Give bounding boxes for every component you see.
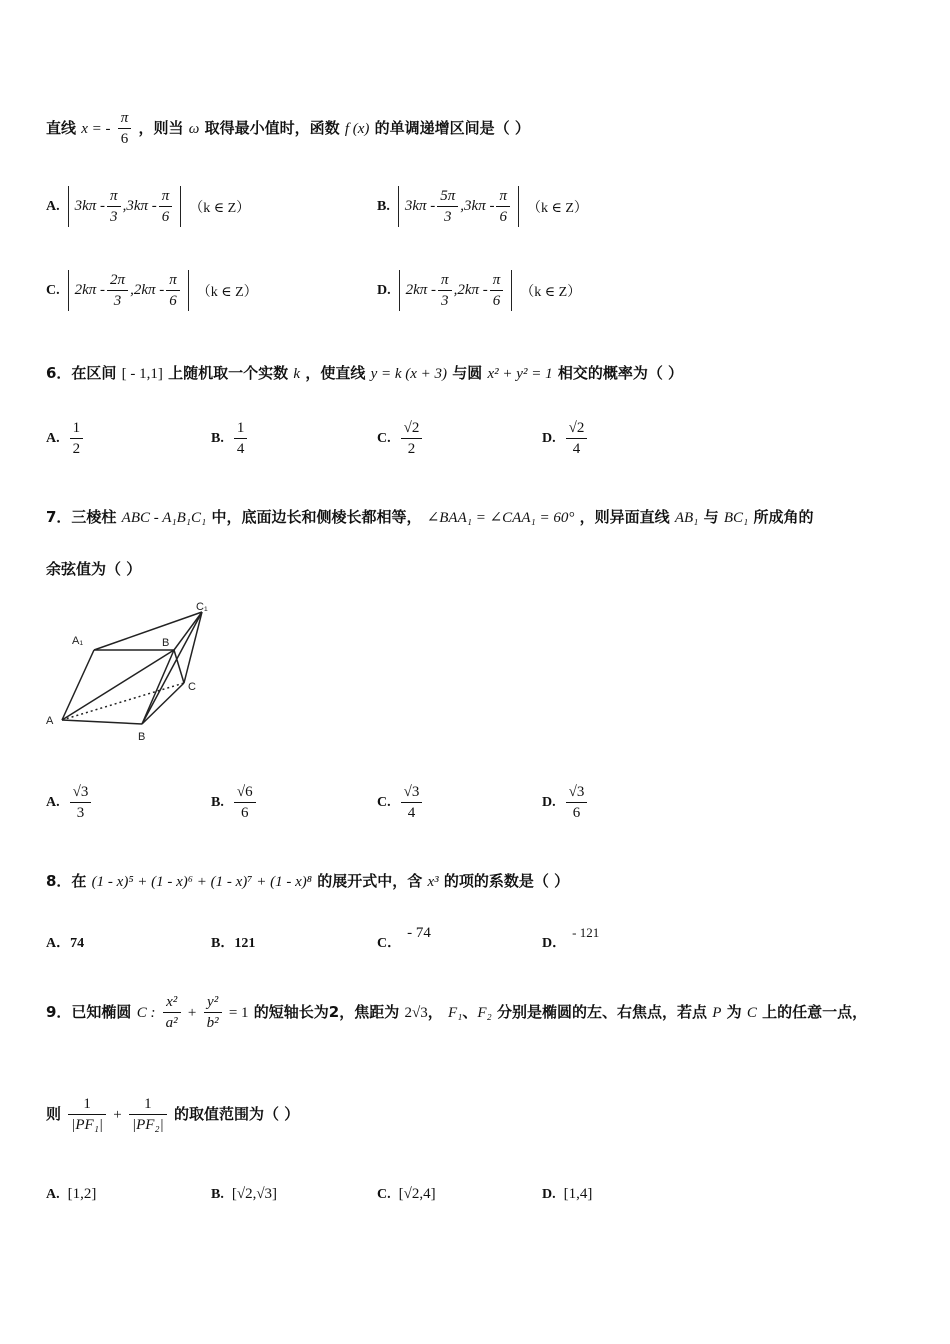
q9-text-b: 的短轴长为2，焦距为 [253,1003,400,1021]
q9-frac-x: $\frac{\text{x²}}{\text{a²}}$ [163,992,181,1033]
q9-stem: 9．已知椭圆 C : $\frac{\text{x²}}{\text{a²}}$ + $\frac{\text{y²}}{\text{b²}}$ = 1 的短轴长为2，焦距为 2√3， F₁、F₂ 分别是椭圆的左、右焦点，若点 P 为 C 上的任意一点， [46,994,868,1031]
q8-option-a[interactable]: A．74 [46,936,85,951]
label-c1: C₁ [196,601,208,613]
q8-stem [46,870,920,893]
q6-stem [46,362,920,385]
q7-text-c: ，则异面直线 [579,508,670,526]
q7-bc1: BC₁ [723,510,749,526]
q7-option-d[interactable]: D. $\frac{√3}{6}$ [542,782,589,823]
q7-text-a: 7．三棱柱 [46,508,117,526]
q7-stem-line2: 余弦值为（ ） [46,560,142,578]
q5-text-d: 的单调递增区间是（ ） [374,119,530,137]
q9-p: P [712,1005,722,1021]
q9-option-c[interactable]: C. [√2,4] [377,1186,436,1202]
q5-c-interval: 2kπ - $\frac{2\pi}{3}$ ,2kπ - $\frac{\pi}{6}$ [68,270,189,311]
q6-option-d[interactable]: D. $\frac{√2}{4}$ [542,418,589,459]
q5-option-c[interactable]: C. 2kπ - $\frac{2\pi}{3}$ ,2kπ - $\frac{\pi}{6}$ （k ∈ Z） [46,272,258,309]
q7-stem [46,506,920,529]
q9-focal: 2√3 [404,1005,428,1021]
q5-text-b: ，则当 [138,119,184,137]
label-b-bottom: B [138,731,146,743]
q7-text-d: 与 [703,508,719,526]
q9-f1: F₁ [447,1005,463,1021]
q8-text-c: 的项的系数是（ ） [443,872,570,890]
q6-text-c: ，使直线 [305,364,366,382]
q9-text-a: 9．已知椭圆 [46,1003,132,1021]
q9-text-d: 分别是椭圆的左、右焦点，若点 [497,1003,708,1021]
q5-d-interval: 2kπ - $\frac{\pi}{3}$ ,2kπ - $\frac{\pi}{6}$ [399,270,513,311]
q9-stem-line2: 则 $\frac{1}{\text{|PF₁|}}$ + $\frac{1}{\text{|PF₂|}}$ 的取值范围为（ ） [46,1096,300,1133]
q5-text-c: 取得最小值时，函数 [204,119,340,137]
label-a1: A₁ [72,635,84,647]
q7-angle: ∠BAA₁ = ∠CAA₁ = 60° [426,510,575,526]
q6-text-d: 与圆 [452,364,483,382]
q8-option-c[interactable]: C．- 74 [377,925,431,951]
q6-option-b[interactable]: B. $\frac{1}{4}$ [211,418,249,459]
q6-k: k [293,366,301,382]
q7-option-c[interactable]: C. $\frac{√3}{4}$ [377,782,424,823]
q6-text-e: 相交的概率为（ ） [557,364,684,382]
q9-c: C : [136,1005,156,1021]
q7-prism: ABC - A₁B₁C₁ [121,510,207,526]
q9-option-a[interactable]: A. [1,2] [46,1186,97,1202]
label-c: C [188,681,196,693]
q5-option-d[interactable]: D. 2kπ - $\frac{\pi}{3}$ ,2kπ - $\frac{\pi}{6}$ （k ∈ Z） [377,272,582,309]
q5-line-frac: $\frac{\pi}{6}$ [118,108,132,149]
q8-option-b[interactable]: B．121 [211,936,256,951]
q7-ab1: AB₁ [674,510,699,526]
q6-line: y = k (x + 3) [370,366,448,382]
q8-text-b: 的展开式中，含 [317,872,423,890]
q9-frac-y: $\frac{\text{y²}}{\text{b²}}$ [204,992,222,1033]
q9-f2: F₂ [477,1005,492,1021]
q9-frac-pf1: $\frac{1}{\text{|PF₁|}}$ [68,1094,106,1135]
q5-option-b[interactable]: B. 3kπ - $\frac{5\pi}{3}$ ,3kπ - $\frac{\pi}{6}$ （k ∈ Z） [377,188,588,225]
q5-text-a: 直线 [46,119,77,137]
q6-circle: x² + y² = 1 [487,366,553,382]
q6-option-a[interactable]: A. $\frac{1}{2}$ [46,418,85,459]
q7-option-b[interactable]: B. $\frac{√6}{6}$ [211,782,258,823]
q5-omega: ω [188,121,200,137]
q5-option-a[interactable]: A. 3kπ - $\frac{\pi}{3}$ ,3kπ - $\frac{\pi}{6}$ （k ∈ Z） [46,188,251,225]
q5-func: f (x) [344,121,370,137]
label-b-top: B [162,637,170,649]
q6-text-a: 6．在区间 [46,364,117,382]
q6-text-b: 上随机取一个实数 [168,364,289,382]
q6-interval: [ - 1,1] [121,366,163,382]
q8-text-a: 8．在 [46,872,87,890]
q8-x3: x³ [427,874,439,890]
q7-option-a[interactable]: A. $\frac{√3}{3}$ [46,782,93,823]
q9-frac-pf2: $\frac{1}{\text{|PF₂|}}$ [129,1094,167,1135]
q5-a-interval: 3kπ - $\frac{\pi}{3}$ ,3kπ - $\frac{\pi}{6}$ [68,186,182,227]
prism-figure [44,598,244,748]
q9-option-d[interactable]: D. [1,4] [542,1186,593,1202]
q5-stem [46,108,920,149]
q5-b-interval: 3kπ - $\frac{5\pi}{3}$ ,3kπ - $\frac{\pi}{6}$ [398,186,519,227]
q7-text-e: 所成角的 [753,508,814,526]
q8-expr: (1 - x)⁵ + (1 - x)⁶ + (1 - x)⁷ + (1 - x)⁸ [91,874,312,890]
q6-option-c[interactable]: C. $\frac{√2}{2}$ [377,418,424,459]
label-a: A [46,715,54,727]
q7-text-b: 中，底面边长和侧棱长都相等， [211,508,422,526]
q9-option-b[interactable]: B. [√2,√3] [211,1186,278,1202]
q5-line-eq: x = - [81,121,111,137]
q8-option-d[interactable]: D．- 121 [542,925,600,951]
